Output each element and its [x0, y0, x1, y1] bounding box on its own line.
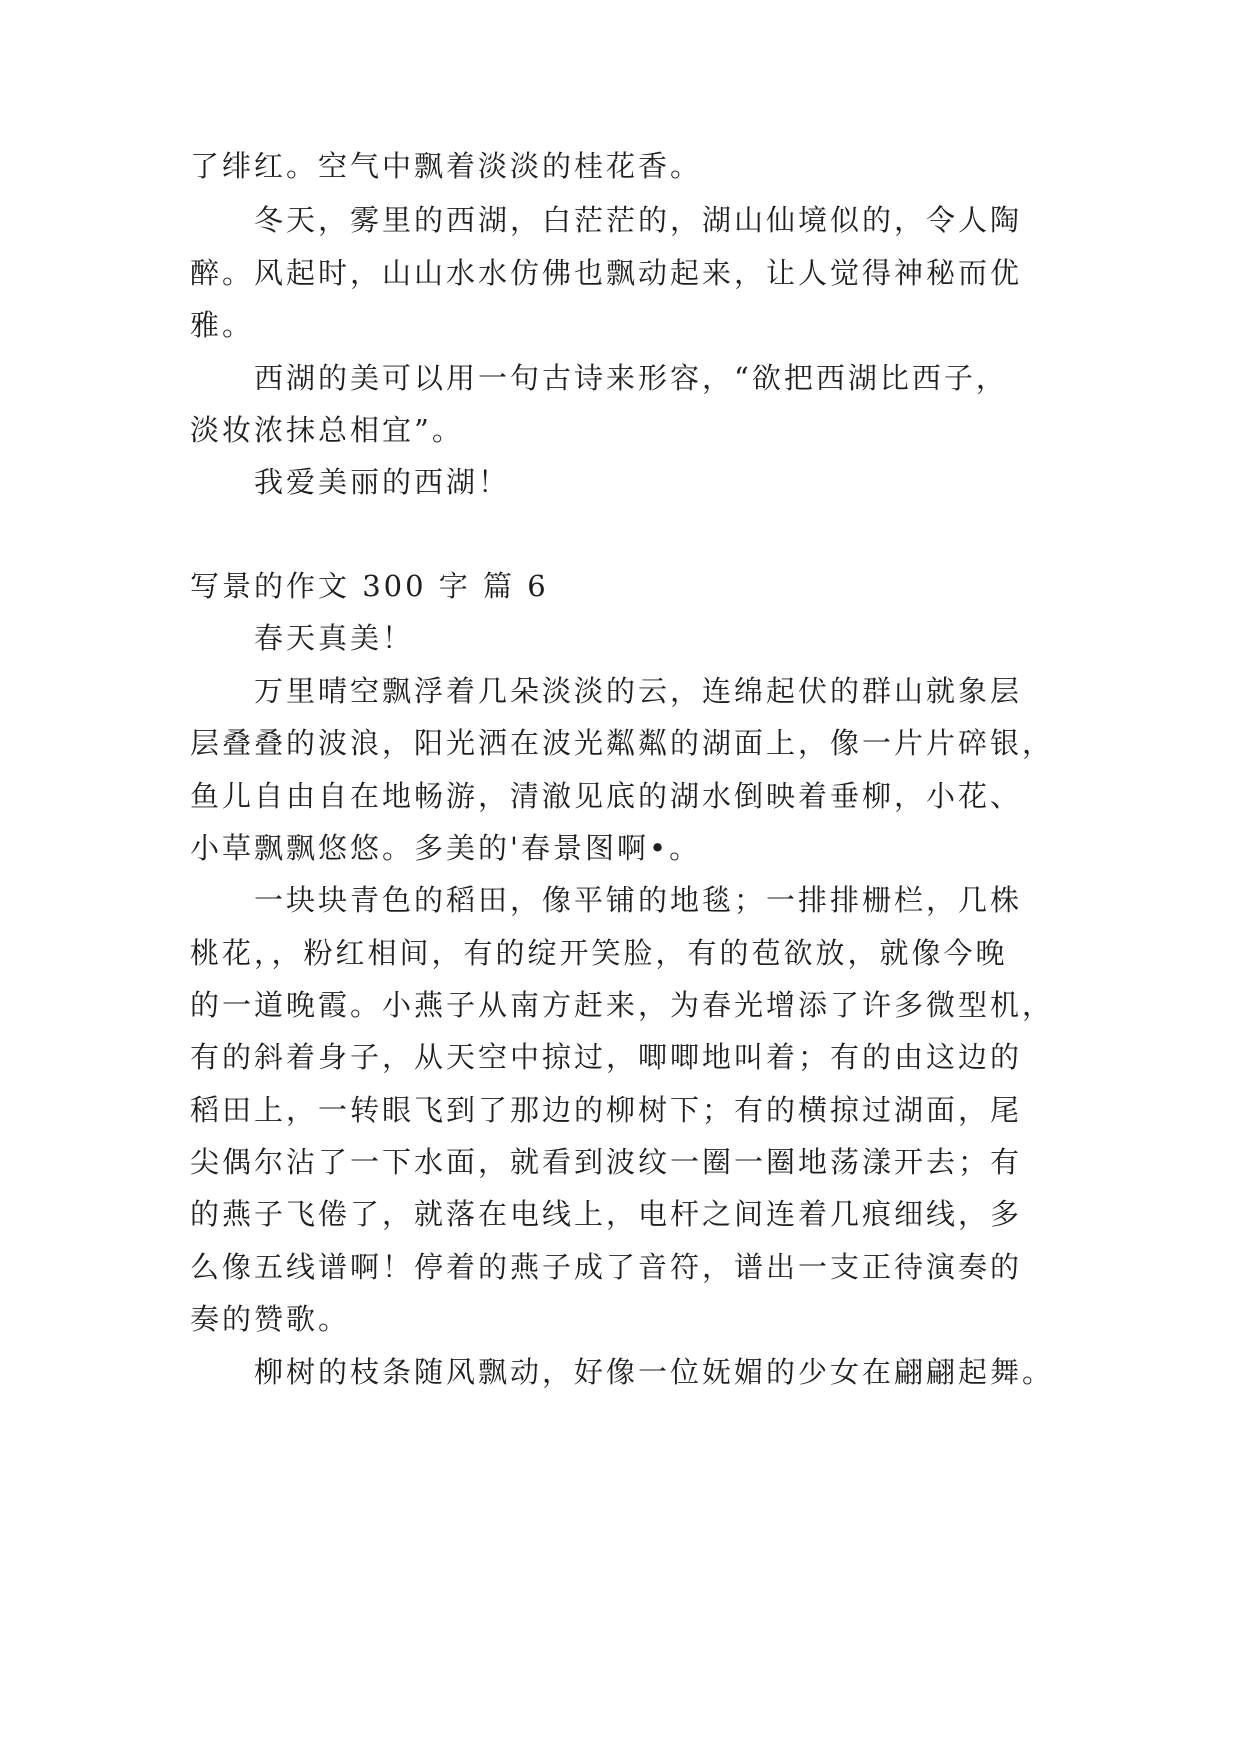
paragraph-line: 醉。风起时，山山水水仿佛也飘动起来，让人觉得神秘而优 — [190, 256, 1023, 290]
paragraph-line: 有的斜着身子，从天空中掠过，唧唧地叫着；有的由这边的 — [190, 1040, 1023, 1074]
paragraph-line: 么像五线谱啊！停着的燕子成了音符，谱出一支正待演奏的 — [190, 1250, 1023, 1284]
paragraph-line: 我爱美丽的西湖！ — [254, 465, 511, 499]
section-heading: 写景的作文 300 字 篇 6 — [190, 569, 549, 603]
paragraph-line: 淡妆浓抹总相宜”。 — [190, 413, 464, 447]
paragraph-line: 雅。 — [190, 308, 255, 342]
paragraph-line: 奏的赞歌。 — [190, 1302, 351, 1336]
paragraph-line: 冬天，雾里的西湖，白茫茫的，湖山仙境似的，令人陶 — [254, 203, 1023, 237]
paragraph-line: 万里晴空飘浮着几朵淡淡的云，连绵起伏的群山就象层 — [254, 674, 1023, 708]
paragraph-line: 鱼儿自由自在地畅游，清澈见底的湖水倒映着垂柳，小花、 — [190, 779, 1023, 813]
paragraph-line: 层叠叠的波浪，阳光洒在波光粼粼的湖面上，像一片片碎银， — [190, 726, 1055, 760]
paragraph-line: 的燕子飞倦了，就落在电线上，电杆之间连着几痕细线，多 — [190, 1197, 1023, 1231]
paragraph-line: 西湖的美可以用一句古诗来形容，“欲把西湖比西子， — [254, 361, 1008, 395]
paragraph-line: 一块块青色的稻田，像平铺的地毯；一排排栅栏，几株 — [254, 883, 1023, 917]
paragraph-line: 桃花，，粉红相间，有的绽开笑脸，有的苞欲放，就像今晚 — [190, 936, 1008, 970]
paragraph-line: 了绯红。空气中飘着淡淡的桂花香。 — [190, 149, 703, 183]
paragraph-line: 小草飘飘悠悠。多美的'春景图啊•。 — [190, 831, 702, 865]
paragraph-line: 尖偶尔沾了一下水面，就看到波纹一圈一圈地荡漾开去；有 — [190, 1145, 1023, 1179]
paragraph-line: 稻田上，一转眼飞到了那边的柳树下；有的横掠过湖面，尾 — [190, 1093, 1023, 1127]
paragraph-line: 的一道晚霞。小燕子从南方赶来，为春光增添了许多微型机， — [190, 988, 1055, 1022]
paragraph-line: 柳树的枝条随风飘动，好像一位妩媚的少女在翩翩起舞。 — [254, 1355, 1055, 1389]
paragraph-line: 春天真美！ — [254, 621, 415, 655]
